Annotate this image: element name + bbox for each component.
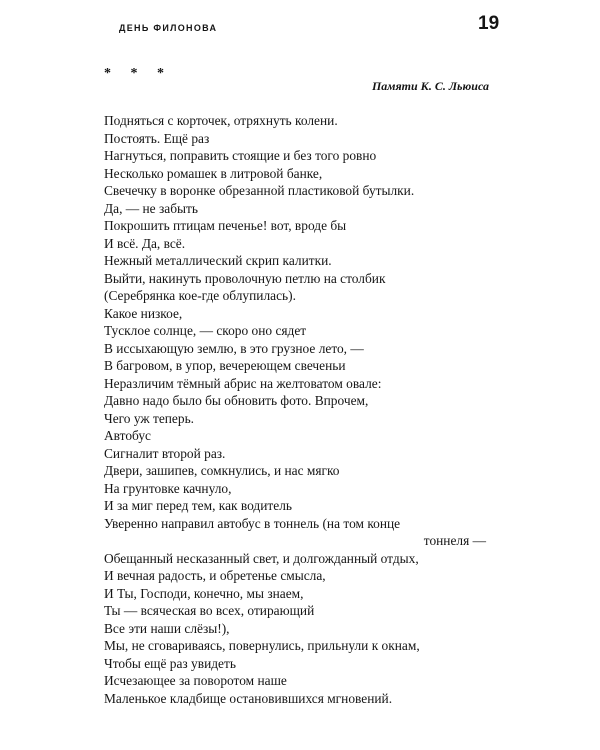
poem-line-continuation: тоннеля —	[423, 533, 486, 548]
poem-line: Тусклое солнце, — скоро оно сядет	[104, 323, 307, 338]
poem-line: Неразличим тёмный абрис на желтоватом овале:	[104, 375, 382, 391]
poem-line: Все эти наши слёзы!),	[104, 620, 230, 636]
poem-line: Несколько ромашек в литровой банке,	[104, 165, 323, 181]
poem-line: Чего уж теперь.	[104, 410, 195, 426]
poem-line: Нежный металлический скрип калитки.	[104, 253, 332, 268]
poem-line: Сигналит второй раз.	[104, 445, 226, 461]
poem-line: Маленькое кладбище остановившихся мгновений.	[104, 690, 393, 706]
poem-line: Чтобы ещё раз увидеть	[104, 655, 236, 671]
poem-line: Да, — не забыть	[104, 200, 198, 216]
poem-line: Мы, не сговариваясь, повернулись, прильнули к окнам,	[104, 638, 420, 653]
poem-line: Выйти, накинуть проволочную петлю на столбик	[104, 270, 386, 286]
poem-line: И всё. Да, всё.	[104, 235, 186, 251]
poem-line: И Ты, Господи, конечно, мы знаем,	[104, 585, 304, 601]
epigraph-dedication: Памяти К. С. Льюиса	[371, 79, 489, 93]
poem-line: Двери, зашипев, сомкнулись, и нас мягко	[104, 463, 340, 478]
poem-line: Подняться с корточек, отряхнуть колени.	[104, 113, 338, 128]
poem-line: На грунтовке качнуло,	[104, 480, 232, 496]
running-title: ДЕНЬ ФИЛОНОВА	[119, 23, 218, 33]
poem-line: Покрошить птицам печенье! вот, вроде бы	[104, 218, 347, 233]
poem-line: Давно надо было бы обновить фото. Впрочем,	[104, 393, 369, 408]
poem-line: Обещанный несказанный свет, и долгожданный отдых,	[104, 550, 419, 566]
poem-line: И вечная радость, и обретенье смысла,	[104, 568, 326, 583]
poem-line: (Серебрянка кое-где облупилась).	[104, 288, 296, 303]
poem-line: В багровом, в упор, вечереющем свеченьи	[104, 358, 346, 373]
poem-body	[104, 112, 504, 707]
poem-line: Автобус	[104, 428, 151, 443]
poem-line: Ты — всяческая во всех, отирающий	[104, 603, 315, 618]
page-number: 19	[478, 13, 500, 34]
poem-line: Нагнуться, поправить стоящие и без того ровно	[104, 148, 377, 163]
poem-line: Какое низкое,	[104, 305, 183, 321]
poem-line: И за миг перед тем, как водитель	[104, 498, 292, 513]
poem-line: В иссыхающую землю, в это грузное лето, —	[104, 340, 364, 356]
poem-line: Уверенно направил автобус в тоннель (на том конце	[104, 515, 401, 531]
poem-line: Исчезающее за поворотом наше	[104, 673, 287, 688]
poem-line: Свечечку в воронке обрезанной пластиковой бутылки.	[104, 183, 415, 198]
poem-line: Постоять. Ещё раз	[104, 130, 210, 146]
section-asterisks: * * *	[104, 66, 172, 81]
